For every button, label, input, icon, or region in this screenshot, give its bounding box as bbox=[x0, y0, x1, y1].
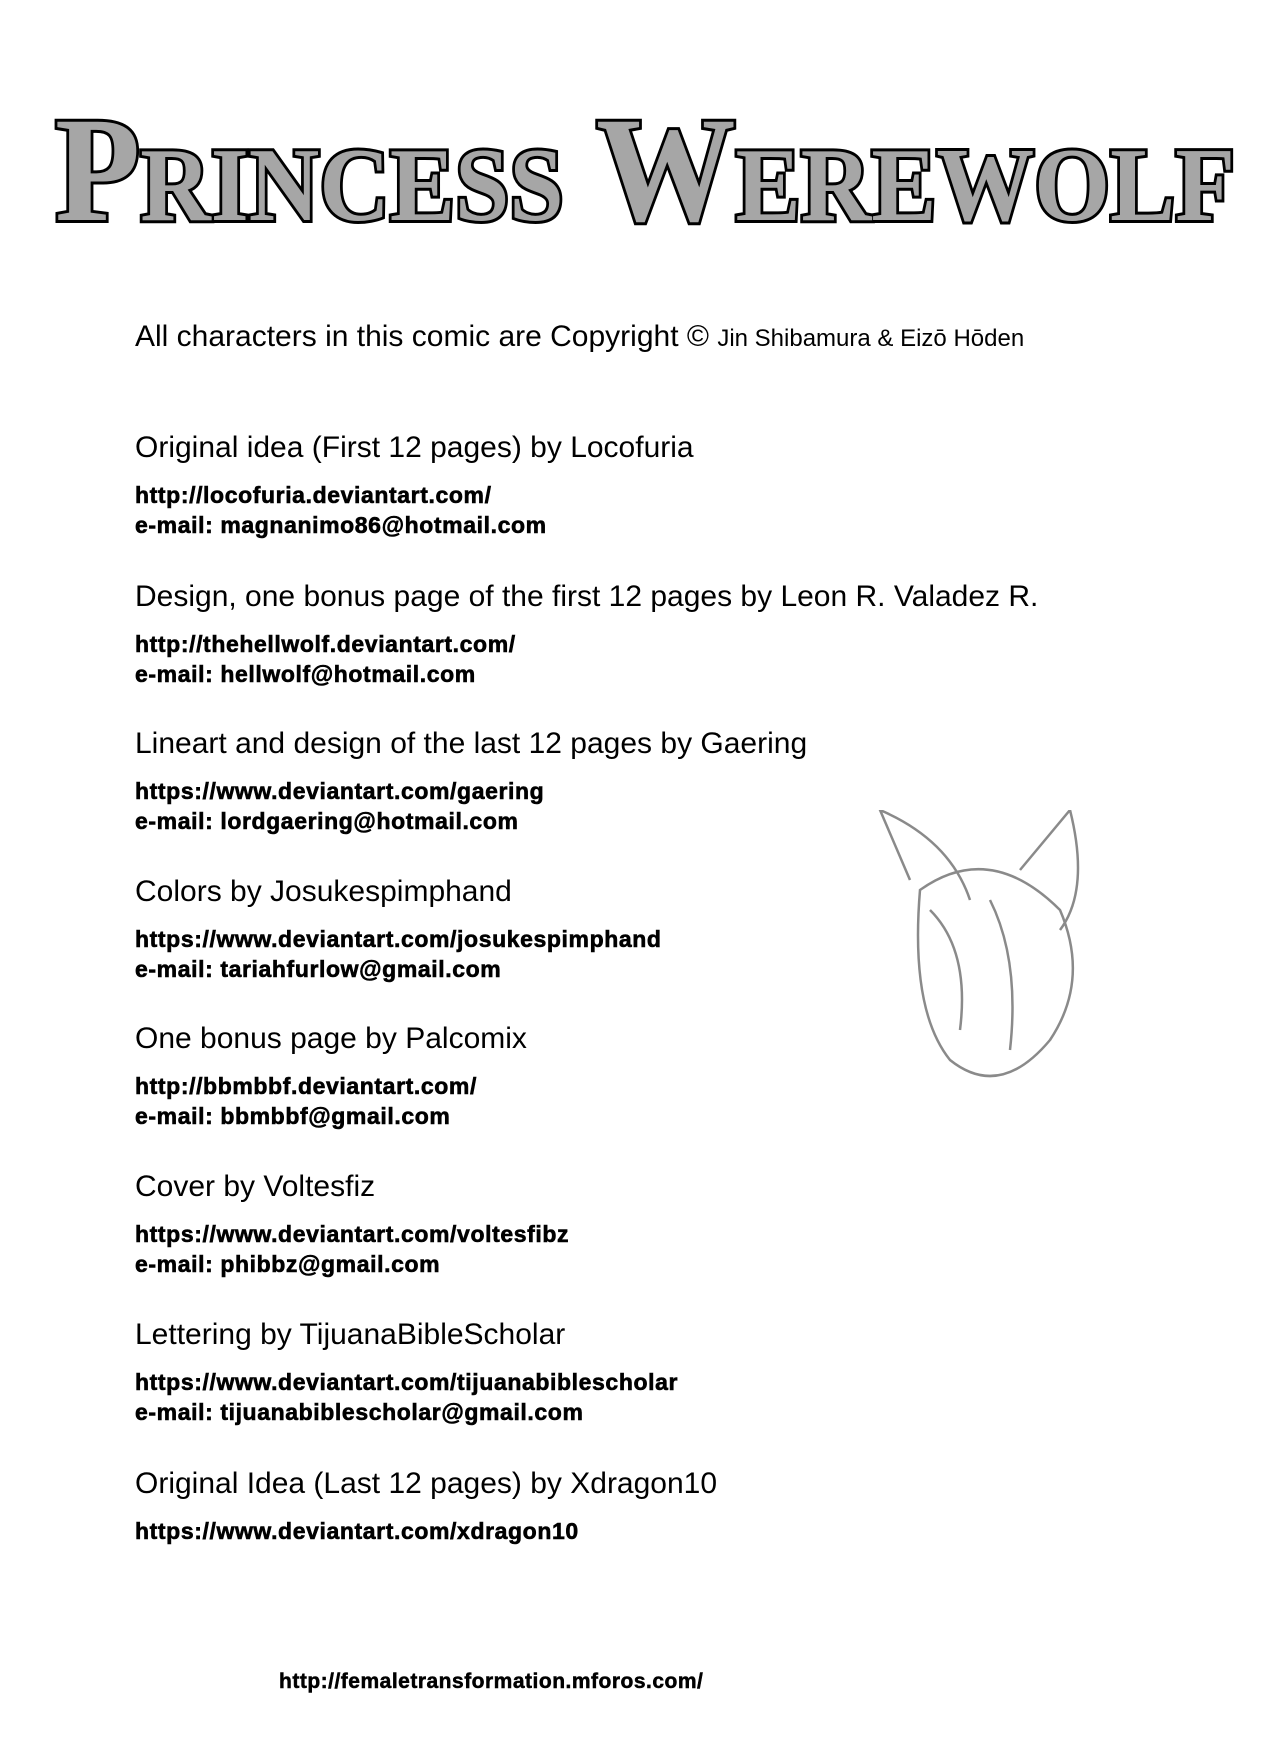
footer-url[interactable]: http://femaletransformation.mforos.com/ bbox=[279, 1670, 704, 1693]
credit-block bbox=[135, 579, 1039, 689]
credit-url[interactable]: http://thehellwolf.deviantart.com/ bbox=[135, 631, 516, 657]
credit-url[interactable]: https://www.deviantart.com/voltesfibz bbox=[135, 1221, 570, 1247]
credit-email[interactable]: e-mail: tariahfurlow@gmail.com bbox=[135, 956, 502, 982]
credit-block bbox=[135, 430, 935, 540]
copyright-line bbox=[135, 320, 1024, 354]
comic-title-logo bbox=[50, 80, 1240, 250]
credit-block bbox=[135, 874, 935, 984]
head-outline bbox=[918, 869, 1073, 1076]
credit-block bbox=[135, 1466, 935, 1546]
credit-url[interactable]: https://www.deviantart.com/josukespimphand bbox=[135, 926, 662, 952]
credit-block bbox=[135, 1021, 935, 1131]
credit-heading: Original Idea (Last 12 pages) by Xdragon10 bbox=[135, 1467, 718, 1500]
credit-email[interactable]: e-mail: bbmbbf@gmail.com bbox=[135, 1103, 451, 1129]
credit-heading: Lettering by TijuanaBibleScholar bbox=[135, 1318, 566, 1351]
wolf-ear-right bbox=[1020, 810, 1078, 930]
credit-block bbox=[135, 726, 935, 836]
hair-line bbox=[930, 900, 1013, 1050]
credit-heading: Original idea (First 12 pages) by Locofuria bbox=[135, 431, 694, 464]
credit-heading: Cover by Voltesfiz bbox=[135, 1170, 376, 1203]
credit-url[interactable]: http://bbmbbf.deviantart.com/ bbox=[135, 1073, 477, 1099]
werewolf-illustration bbox=[820, 810, 1260, 1710]
credit-heading: Colors by Josukespimphand bbox=[135, 875, 512, 908]
credit-heading: Design, one bonus page of the first 12 pages by Leon R. Valadez R. bbox=[135, 580, 1039, 613]
credit-heading: Lineart and design of the last 12 pages by Gaering bbox=[135, 727, 808, 760]
credit-email[interactable]: e-mail: lordgaering@hotmail.com bbox=[135, 808, 519, 834]
credit-url[interactable]: http://locofuria.deviantart.com/ bbox=[135, 482, 492, 508]
credit-email[interactable]: e-mail: magnanimo86@hotmail.com bbox=[135, 512, 547, 538]
credit-url[interactable]: https://www.deviantart.com/gaering bbox=[135, 778, 545, 804]
copyright-owners: Jin Shibamura & Eizō Hōden bbox=[717, 325, 1025, 352]
credit-url[interactable]: https://www.deviantart.com/tijuanabiblescholar bbox=[135, 1369, 679, 1395]
credit-email[interactable]: e-mail: tijuanabiblescholar@gmail.com bbox=[135, 1399, 584, 1425]
credit-email[interactable]: e-mail: hellwolf@hotmail.com bbox=[135, 661, 476, 687]
credit-url[interactable]: https://www.deviantart.com/xdragon10 bbox=[135, 1518, 579, 1544]
title-text: Princess Werewolf bbox=[55, 87, 1235, 250]
credit-email[interactable]: e-mail: phibbz@gmail.com bbox=[135, 1251, 441, 1277]
credit-block bbox=[135, 1317, 935, 1427]
credit-block bbox=[135, 1169, 935, 1279]
copyright-text: All characters in this comic are Copyright © bbox=[135, 320, 709, 353]
credit-heading: One bonus page by Palcomix bbox=[135, 1022, 527, 1055]
